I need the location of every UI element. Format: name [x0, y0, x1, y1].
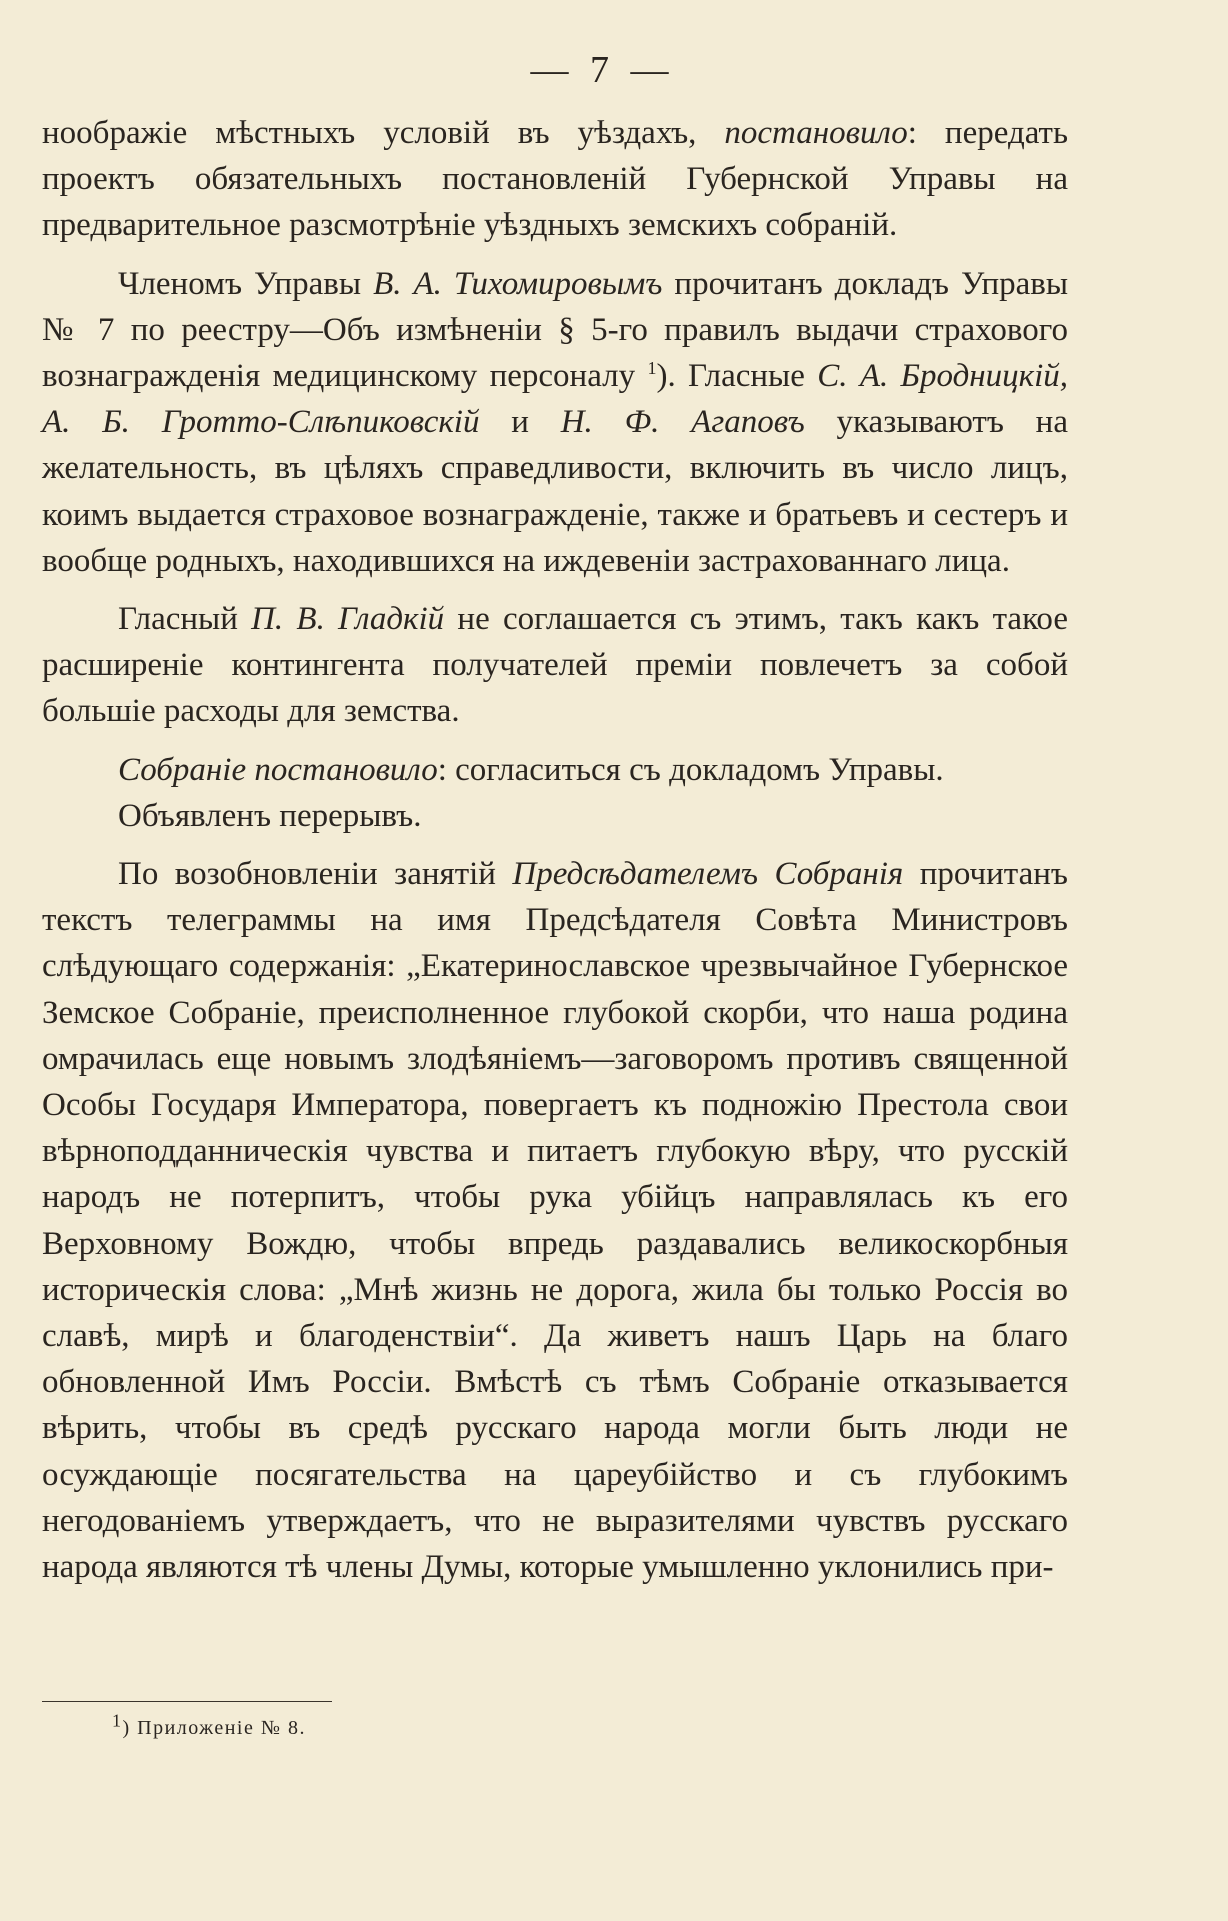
paragraph [42, 851, 1068, 1590]
paragraph [42, 747, 1068, 793]
italic-text: Собраніе постановило [118, 751, 438, 788]
italic-text: П. В. Гладкій [251, 601, 445, 638]
paragraph [42, 596, 1068, 735]
text-run: Членомъ Управы [118, 265, 374, 302]
text-run: прочитанъ докладъ Управы № 7 по реестру—Объ измѣненіи § 5-го правилъ выдачи страхового вознагражденія медицинскому персоналу [42, 265, 1068, 395]
page-number: — 7 — [530, 49, 675, 91]
text-run: указываютъ на желательность, въ цѣляхъ справедливости, включить въ число лицъ, коимъ выдается страховое вознагражденіе, также и братьевъ и сестеръ и вообще родныхъ, находившихся на иждевеніи застрахованнаго лица. [42, 404, 1068, 579]
text-run: Гласный [118, 601, 252, 638]
paragraph [42, 110, 1068, 249]
footnote-text: ) Приложеніе № 8. [122, 1717, 306, 1739]
footnote-divider [42, 1701, 332, 1702]
footnote-reference: 1 [647, 358, 657, 379]
italic-text: Н. Ф. Агаповъ [560, 404, 805, 441]
text-run: ноображіе мѣстныхъ условій въ уѣздахъ, [42, 115, 725, 151]
text-run: Объявленъ перерывъ. [118, 797, 422, 834]
text-run: ). Гласные [656, 358, 818, 395]
text-run: : передать проектъ обязательныхъ постановленій Губернской Управы на предварительное разсмотрѣніе уѣздныхъ земскихъ собраній. [42, 115, 1068, 244]
footnote [112, 1710, 306, 1740]
body-text [42, 110, 1068, 1590]
italic-text: В. А. Тихомировымъ [373, 265, 663, 302]
italic-text: Предсѣдателемъ Собранія [512, 856, 904, 893]
footnote-marker: 1 [112, 1710, 123, 1731]
italic-text: постановило [724, 115, 908, 151]
text-run: : согласиться съ докладомъ Управы. [437, 751, 944, 788]
text-run: прочитанъ текстъ телеграммы на имя Предсѣдателя Совѣта Министровъ слѣдующаго содержанія: „Екатеринославское чрезвычайное Губернское Земское Собраніе, преисполненное глубокой скорби, что наша родина омрачилась еще новымъ злодѣяніемъ—заговоромъ противъ священной Особы Государя Императора, повергаетъ къ подножію Престола свои вѣрноподданническія чувства и питаетъ глубокую вѣру, что русскій народъ не потерпитъ, чтобы рука убійцъ направлялась къ его Верховному Вождю, чтобы впредь раздавались великоскорбныя историческія слова: „Мнѣ жизнь не дорога, жила бы только Россія во славѣ, мирѣ и благоденствіи“. Да живетъ нашъ Царь на благо обновленной Имъ Россіи. Вмѣстѣ съ тѣмъ Собраніе отказывается вѣрить, чтобы въ средѣ русскаго народа могли быть люди не осуждающіе посягательства на цареубійство и съ глубокимъ негодованіемъ утверждаетъ, что не выразителями чувствъ русскаго народа являются тѣ члены Думы, которые умышленно уклонились при- [42, 856, 1068, 1586]
text-run: не соглашается съ этимъ, такъ какъ такое расширеніе контингента получателей преміи повлечетъ за собой большіе расходы для земства. [42, 601, 1068, 730]
italic-text: С. А. Бродницкій, А. Б. Гротто-Слѣпиковскій [42, 358, 1069, 441]
text-run: и [479, 404, 561, 441]
paragraph [42, 793, 1068, 839]
paragraph [42, 261, 1068, 584]
text-run: По возобновленіи занятій [118, 856, 513, 893]
